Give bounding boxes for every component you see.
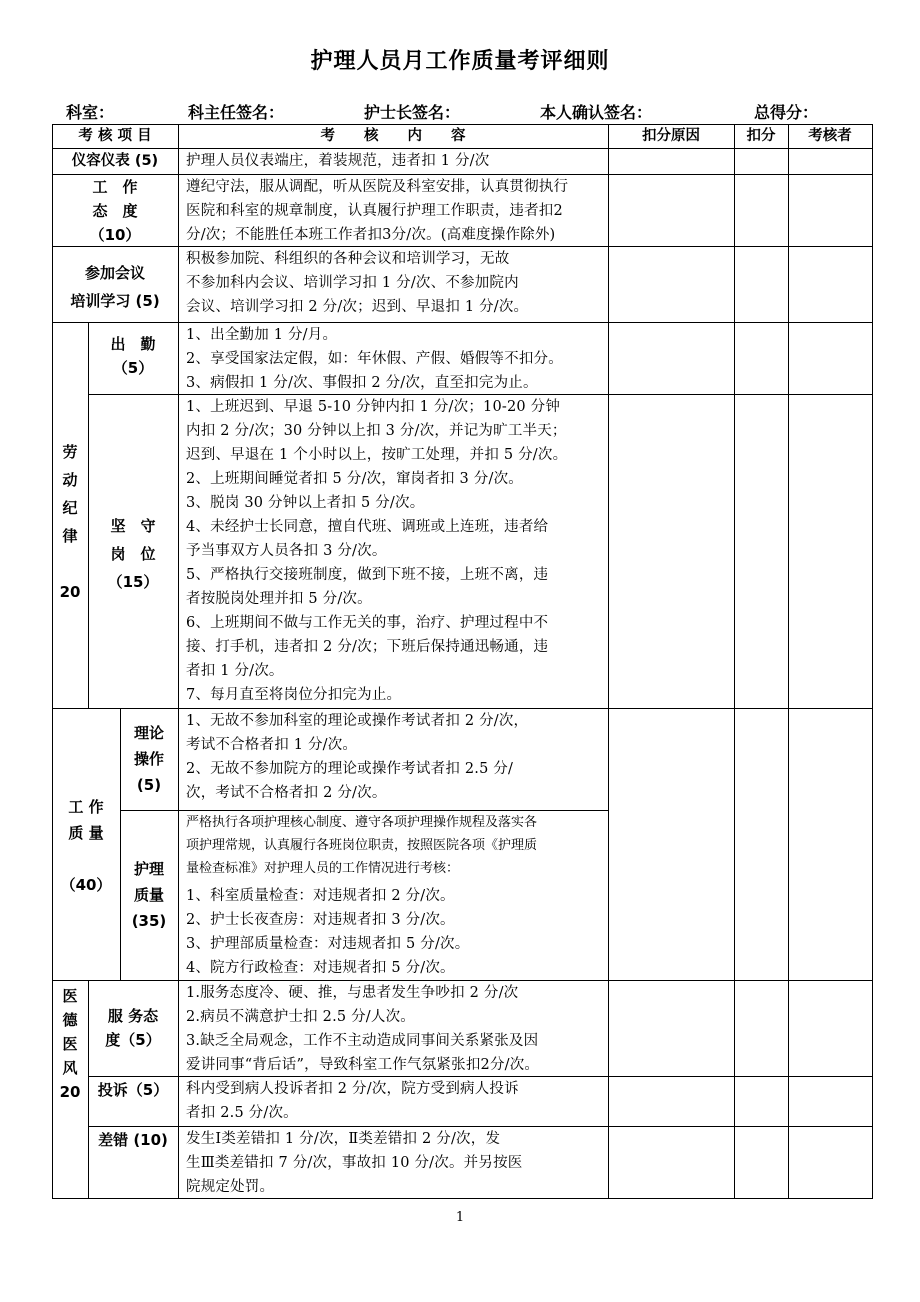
director-signature-label: 科主任签名：: [188, 103, 285, 122]
post-label: 坚 守 岗 位 （15）: [107, 517, 159, 591]
page-number: 1: [455, 1210, 465, 1225]
attendance-content: 1、出全勤加 1 分/月。 2、享受国家法定假，如：年休假、产假、婚假等不扣分。 3、病假扣 1 分/次、事假扣 2 分/次，直至扣完为止。: [186, 327, 563, 391]
header-deduct: 扣分: [746, 128, 776, 144]
error-content: 发生Ⅰ类差错扣 1 分/次，Ⅱ类差错扣 2 分/次，发 生Ⅲ类差错扣 7 分/次，事故扣 10 分/次。并另按医 院规定处罚。: [186, 1131, 523, 1195]
attendance-label: 出 勤 （5）: [110, 335, 156, 377]
complaint-content: 科内受到病人投诉者扣 2 分/次，院方受到病人投诉 者扣 2.5 分/次。: [186, 1081, 519, 1121]
attitude-label: 工 作 态 度 （10）: [89, 178, 141, 244]
meeting-content: 积极参加院、科组织的各种会议和培训学习，无故 不参加科内会议、培训学习扣 1 分/次、不参加院内 会议、培训学习扣 2 分/次；迟到、早退扣 1 分/次。: [186, 251, 529, 315]
dept-label: 科室：: [66, 103, 115, 122]
appearance-label: 仪容仪表 (5): [71, 153, 159, 169]
work-quality-label: 工 作 质 量 （40）: [60, 798, 112, 894]
self-confirm-signature-label: 本人确认签名：: [540, 103, 653, 122]
nursing-quality-label: 护理 质量 (35): [131, 860, 167, 930]
attitude-content: 遵纪守法，服从调配，听从医院及科室安排，认真贯彻执行 医院和科室的规章制度，认真履行护理工作职责，违者扣2 分/次；不能胜任本班工作者扣3分/次。(高难度操作除外): [186, 179, 569, 243]
header-item: 考 核 项 目: [78, 128, 152, 144]
header-content: 考 核 内 容: [320, 128, 466, 144]
appearance-content: 护理人员仪表端庄，着装规范，违者扣 1 分/次: [186, 153, 490, 169]
ethics-label: 医 德 医 风 20: [59, 987, 81, 1101]
complaint-label: 投诉（5）: [97, 1081, 169, 1099]
nursing-quality-content: 1、科室质量检查：对违规者扣 2 分/次。 2、护士长夜查房：对违规者扣 3 分/次。 3、护理部质量检查：对违规者扣 5 分/次。 4、院方行政检查：对违规者扣 5 分/次。: [186, 888, 470, 976]
nursing-quality-intro: 严格执行各项护理核心制度、遵守各项护理操作规程及落实各 项护理常规，认真履行各班岗位职责，按照医院各项《护理质 量检查标准》对护理人员的工作情况进行考核：: [186, 815, 538, 876]
post-content: 1、上班迟到、早退 5-10 分钟内扣 1 分/次；10-20 分钟 内扣 2 分/次；30 分钟以上扣 3 分/次，并记为旷工半天； 迟到、早退在 1 个小时以上，按旷工处理，并扣 5 分/次。 2、上班期间睡觉者扣 5 分/次，窜岗者扣 3 分/次。 3、脱岗 30 分钟以上者扣 5 分/次。 4、未经护士长同意，擅自代班、调班或上连班，违者给 予当事双方人员各扣 3 分/次。 5、严格执行交接班制度，做到下班不接，上班不离，违 者按脱岗处理并扣 5 分/次。 6、上班期间不做与工作无关的事，治疗、护理过程中不 接、打手机，违者扣 2 分/次；下班后保持通迅畅通，违 者扣 1 分/次。 7、每月直至将岗位分扣完为止。: [186, 399, 568, 703]
error-label: 差错 (10): [98, 1131, 168, 1149]
header-assessor: 考核者: [808, 128, 852, 144]
service-content: 1.服务态度冷、硬、推，与患者发生争吵扣 2 分/次 2.病员不满意护士扣 2.5 分/人次。 3.缺乏全局观念，工作不主动造成同事间关系紧张及因 爱讲同事“背后话”，导致科室工作气氛紧张扣2分/次。: [186, 985, 540, 1073]
page-title: 护理人员月工作质量考评细则: [310, 49, 610, 74]
labor-discipline-label: 劳 动 纪 律 20: [59, 443, 81, 601]
service-label: 服 务态 度（5）: [105, 1007, 161, 1049]
meeting-label: 参加会议 培训学习 (5): [70, 264, 160, 310]
total-score-label: 总得分：: [754, 103, 819, 122]
theory-label: 理论 操作 (5): [133, 724, 164, 794]
theory-content: 1、无故不参加科室的理论或操作考试者扣 2 分/次， 考试不合格者扣 1 分/次。 2、无故不参加院方的理论或操作考试者扣 2.5 分/ 次，考试不合格者扣 2 分/次。: [186, 713, 529, 801]
head-nurse-signature-label: 护士长签名：: [364, 103, 461, 122]
header-reason: 扣分原因: [642, 128, 700, 144]
